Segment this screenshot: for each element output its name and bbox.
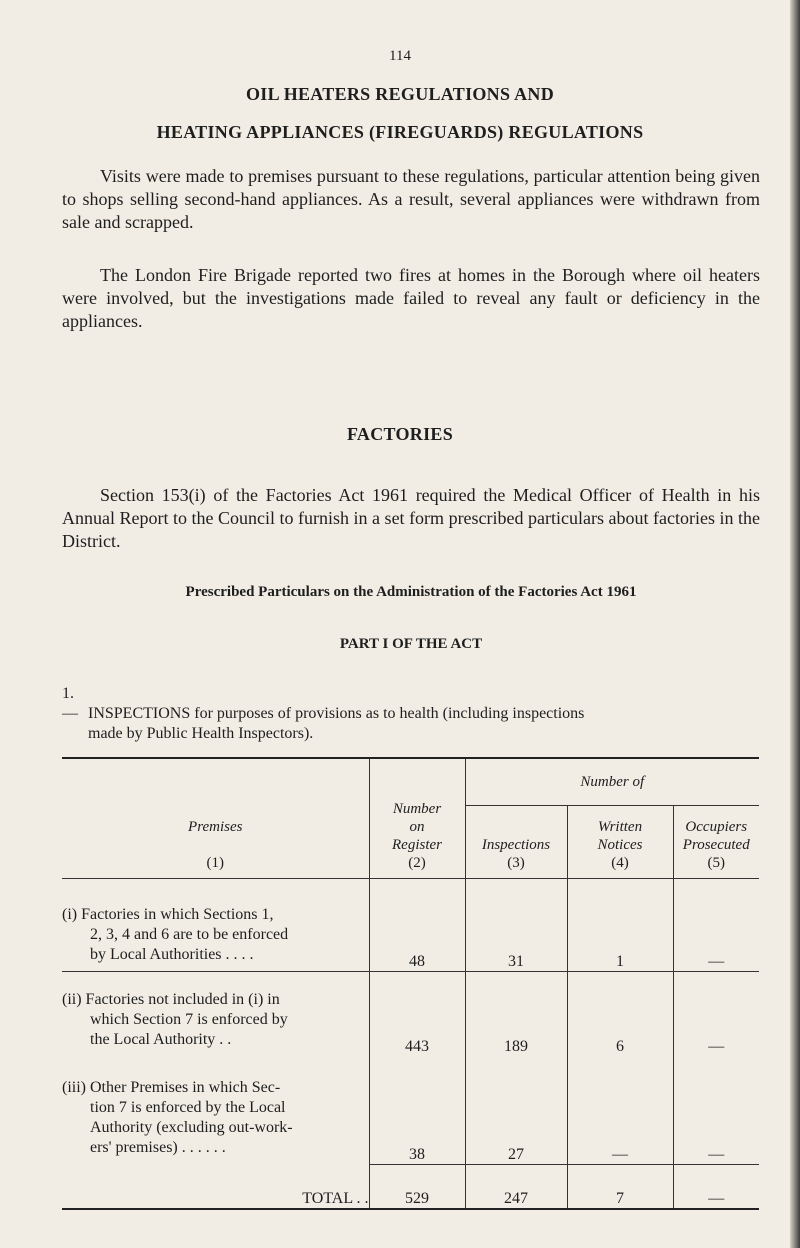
header-inspections-label: Inspections: [481, 837, 551, 853]
inspections-caption: [62, 684, 760, 744]
header-number-of: Number of: [465, 758, 759, 806]
header-prosecuted-line1: Occupiers: [685, 819, 748, 835]
row-1-register: 48: [369, 879, 465, 972]
inspections-line-1: INSPECTIONS for purposes of provisions as to health (including inspections: [88, 705, 585, 722]
row-3-notices: —: [567, 1056, 673, 1164]
row-1-label-first: (i) Factories in which Sections 1,: [62, 906, 274, 923]
row-1-prosecuted: —: [673, 879, 759, 972]
table-row: [62, 879, 759, 972]
row-3-register: 38: [369, 1056, 465, 1164]
total-notices: 7: [567, 1164, 673, 1209]
total-prosecuted: —: [673, 1164, 759, 1209]
header-inspections-num: (3): [507, 855, 525, 871]
row-2-premises: [62, 972, 369, 1057]
header-notices-line1: Written: [597, 819, 643, 835]
row-2-register: 443: [369, 972, 465, 1057]
total-label: TOTAL . .: [302, 1190, 369, 1207]
header-register-line1: Number: [392, 801, 442, 817]
header-notices-line2: Notices: [597, 837, 643, 853]
header-notices-num: (4): [611, 855, 629, 871]
header-register-line3: Register: [392, 837, 442, 853]
row-3-label-line3: Authority (excluding out-work-: [90, 1119, 293, 1136]
header-register: [369, 758, 465, 879]
paragraph-visits: Visits were made to premises pursuant to these regulations, particular attention being given to shops selling second-hand appliances. As a result, several appliances were withdrawn from sale and scrapped.: [62, 166, 760, 232]
table-row: [62, 972, 759, 1057]
title-line-2: HEATING APPLIANCES (FIREGUARDS) REGULATIONS: [156, 122, 644, 142]
header-premises-num: (1): [206, 855, 224, 871]
row-1-inspections: 31: [465, 879, 567, 972]
inspections-table: [62, 757, 759, 1210]
header-prosecuted-line2: Prosecuted: [682, 837, 750, 853]
page-number: 114: [389, 48, 411, 64]
total-inspections: 247: [465, 1164, 567, 1209]
total-register: 529: [369, 1164, 465, 1209]
row-2-notices: 6: [567, 972, 673, 1057]
header-inspections: [465, 806, 567, 879]
header-prosecuted: [673, 806, 759, 879]
header-prosecuted-num: (5): [707, 855, 725, 871]
row-1-label-line2: 2, 3, 4 and 6 are to be enforced: [90, 926, 289, 943]
paragraph-fire-brigade: The London Fire Brigade reported two fires at homes in the Borough where oil heaters were involved, but the investigations made failed to reveal any fault or deficiency in the appliances.: [62, 265, 760, 331]
row-1-notices: 1: [567, 879, 673, 972]
row-3-label-line4: ers' premises) . . . . . .: [90, 1139, 226, 1156]
row-2-prosecuted: —: [673, 972, 759, 1057]
inspections-number: 1.—: [62, 685, 78, 722]
paragraph-section-153: Section 153(i) of the Factories Act 1961 required the Medical Officer of Health in his Annual Report to the Council to furnish in a set form prescribed particulars about factories in the District.: [62, 485, 760, 551]
row-1-premises: [62, 879, 369, 972]
page-edge-shadow: [790, 0, 800, 1248]
header-register-num: (2): [408, 855, 426, 871]
header-notices: [567, 806, 673, 879]
table-row: [62, 1056, 759, 1164]
header-premises-label: Premises: [188, 819, 243, 835]
row-3-premises: [62, 1056, 369, 1164]
row-2-label-first: (ii) Factories not included in (i) in: [62, 991, 280, 1008]
part-heading: PART I OF THE ACT: [339, 636, 483, 652]
inspections-line-2: made by Public Health Inspectors).: [88, 725, 314, 742]
header-premises: [62, 758, 369, 879]
row-1-label-line3: by Local Authorities . . . .: [90, 946, 254, 963]
row-3-prosecuted: —: [673, 1056, 759, 1164]
row-2-label-line2: which Section 7 is enforced by: [90, 1011, 288, 1028]
row-3-inspections: 27: [465, 1056, 567, 1164]
factories-heading: FACTORIES: [346, 424, 454, 444]
row-3-label-first: (iii) Other Premises in which Sec-: [62, 1079, 281, 1096]
row-3-label-line2: tion 7 is enforced by the Local: [90, 1099, 286, 1116]
prescribed-particulars-heading: Prescribed Particulars on the Administration of the Factories Act 1961: [185, 584, 637, 600]
header-register-line2: on: [409, 819, 425, 835]
row-2-inspections: 189: [465, 972, 567, 1057]
title-line-1: OIL HEATERS REGULATIONS AND: [245, 84, 554, 104]
table-total-row: [62, 1164, 759, 1209]
row-2-label-line3: the Local Authority . .: [90, 1031, 232, 1048]
